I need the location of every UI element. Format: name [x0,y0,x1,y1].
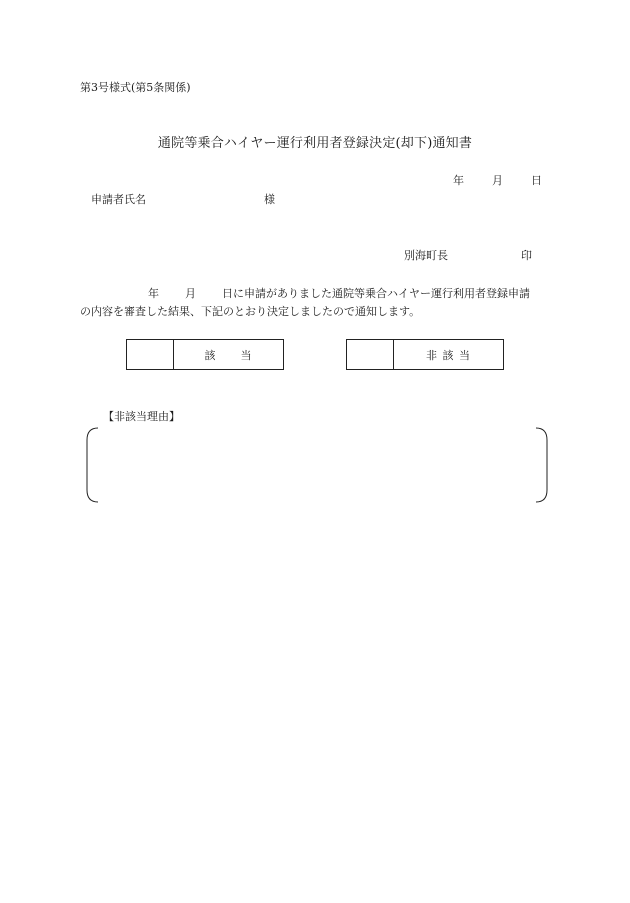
not-applicable-check-cell[interactable] [347,340,394,369]
reason-bracket-left [87,428,98,502]
body-year-label: 年 [148,287,159,300]
applicant-name-label: 申請者氏名 [91,193,146,206]
not-applicable-label: 非 該 当 [426,348,471,362]
date-month-label: 月 [492,174,503,187]
seal-mark: 印 [521,249,532,262]
form-number: 第3号様式(第5条関係) [80,81,191,94]
applicable-label: 該 当 [204,348,253,362]
date-year-label: 年 [453,174,464,187]
applicant-honorific: 様 [264,193,275,206]
body-month-label: 月 [185,287,196,300]
document-title: 通院等乗合ハイヤー運行利用者登録決定(却下)通知書 [157,136,473,151]
reason-bracket-right [536,428,547,502]
date-day-label: 日 [531,174,542,187]
body-line1-rest: 日に申請がありました通院等乗合ハイヤー運行利用者登録申請 [222,287,530,300]
body-text-line-1 [80,288,530,299]
reason-bracket [84,426,550,504]
not-applicable-box [346,339,504,370]
applicable-box [126,339,284,370]
applicable-check-cell[interactable] [127,340,174,369]
date-line [453,175,542,186]
issuer-mayor: 別海町長 [404,249,448,262]
body-text-line-2: の内容を審査した結果、下記のとおり決定しましたので通知します。 [80,305,421,318]
reason-heading: 【非該当理由】 [103,410,180,423]
